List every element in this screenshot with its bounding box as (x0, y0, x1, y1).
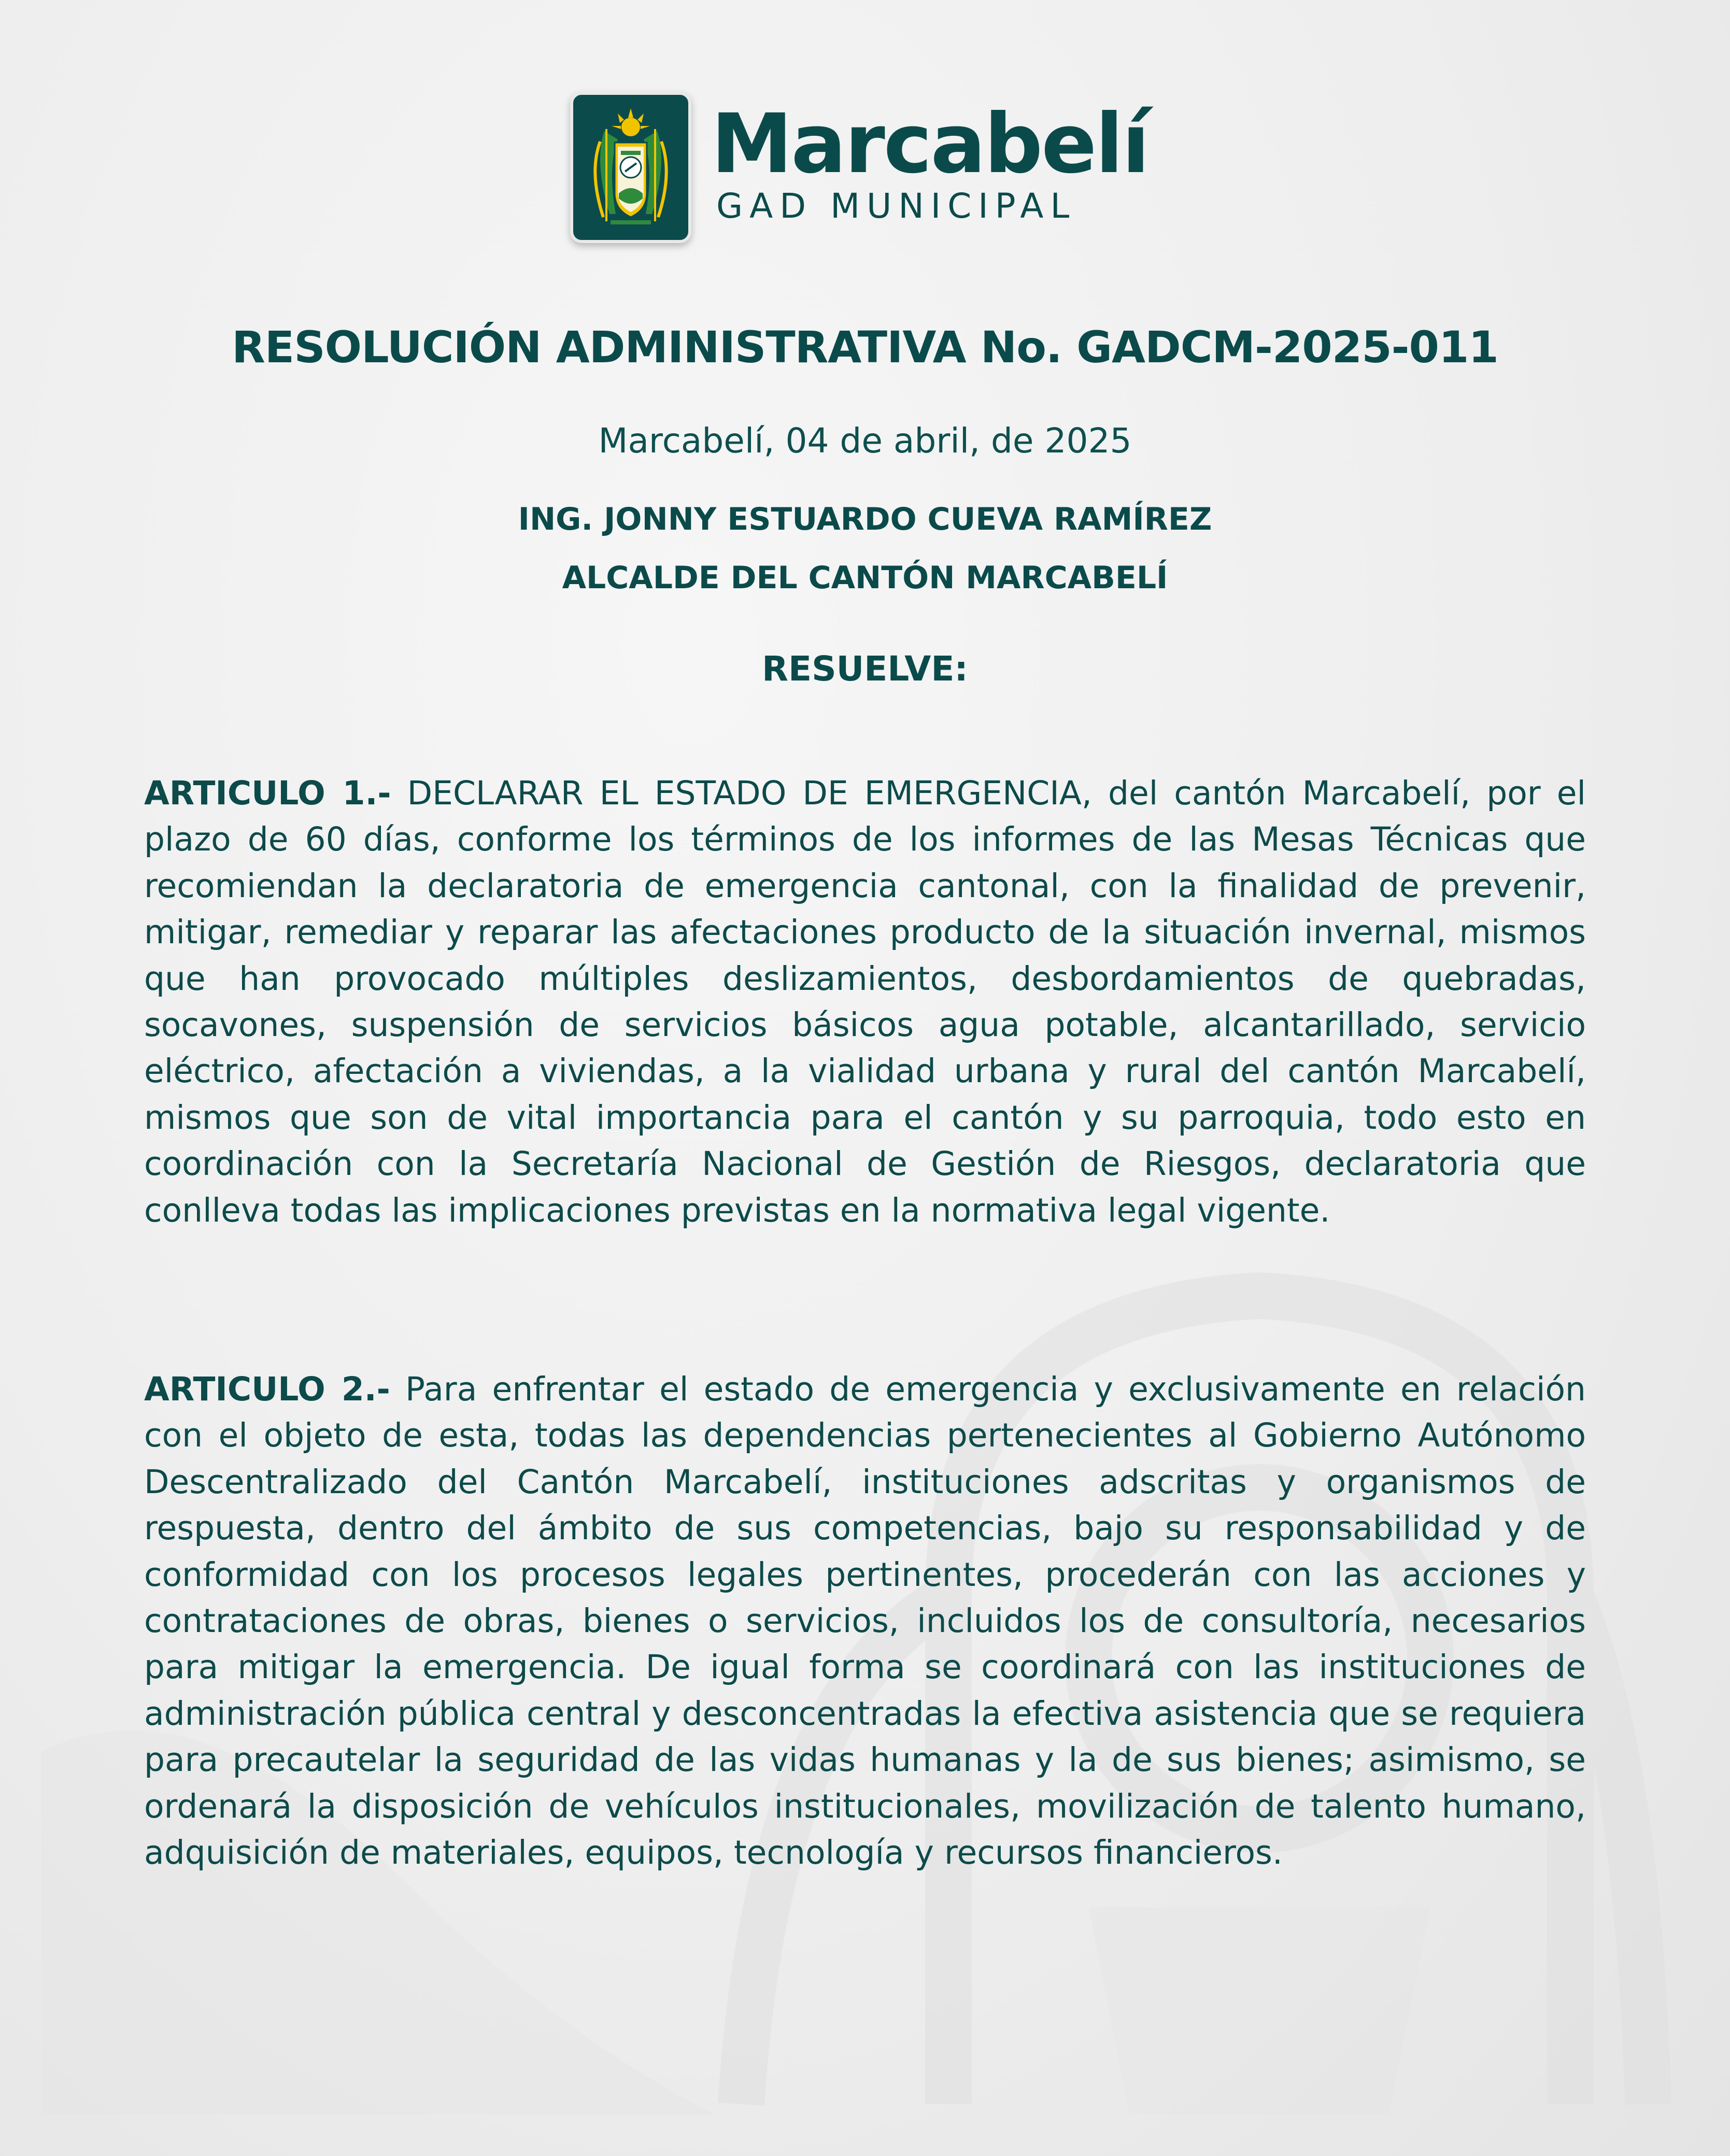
article-2-label: ARTICULO 2.- (144, 1370, 390, 1408)
article-1-text: DECLARAR EL ESTADO DE EMERGENCIA, del cantón Marcabelí, por el plazo de 60 días, conforme los términos de los informes de las Mesas Técnicas que recomiendan la declaratoria de emergencia cantonal, con la finalidad de prevenir, mitigar, remediar y reparar las afectaciones producto de la situación invernal, mismos que han provocado múltiples deslizamientos, desbordamientos de quebradas, socavones, suspensión de servicios básicos agua potable, alcantarillado, servicio eléctrico, afectación a viviendas, a la vialidad urbana y rural del cantón Marcabelí, mismos que son de vital importancia para el cantón y su parroquia, todo esto en coordinación con la Secretaría Nacional de Gestión de Riesgos, declaratoria que conlleva todas las implicaciones previstas en la normativa legal vigente. (144, 774, 1586, 1229)
official-name: ING. JONNY ESTUARDO CUEVA RAMÍREZ (518, 501, 1212, 537)
resolution-title: RESOLUCIÓN ADMINISTRATIVA No. GADCM-2025-011 (232, 322, 1498, 373)
brand-name: Marcabelí (711, 96, 1148, 192)
coat-of-arms-icon (570, 92, 691, 243)
resolves-heading: RESUELVE: (762, 649, 968, 689)
brand-subtitle: GAD MUNICIPAL (716, 186, 1076, 226)
document-date: Marcabelí, 04 de abril, de 2025 (598, 421, 1132, 461)
official-title: ALCALDE DEL CANTÓN MARCABELÍ (562, 560, 1168, 596)
article-2 (144, 1366, 1586, 1876)
article-1 (144, 770, 1586, 1233)
header-logo-block (570, 91, 1161, 246)
article-1-label: ARTICULO 1.- (144, 774, 391, 812)
article-2-text: Para enfrentar el estado de emergencia y exclusivamente en relación con el objeto de esta, todas las dependencias pertenecientes al Gobierno Autónomo Descentralizado del Cantón Marcabelí, instituciones adscritas y organismos de respuesta, dentro del ámbito de sus competencias, bajo su responsabilidad y de conformidad con los procesos legales pertinentes, procederán con las acciones y contrataciones de obras, bienes o servicios, incluidos los de consultoría, necesarios para mitigar la emergencia. De igual forma se coordinará con las instituciones de administración pública central y desconcentradas la efectiva asistencia que se requiera para precautelar la seguridad de las vidas humanas y la de sus bienes; asimismo, se ordenará la disposición de vehículos institucionales, movilización de talento humano, adquisición de materiales, equipos, tecnología y recursos financieros. (144, 1370, 1586, 1872)
